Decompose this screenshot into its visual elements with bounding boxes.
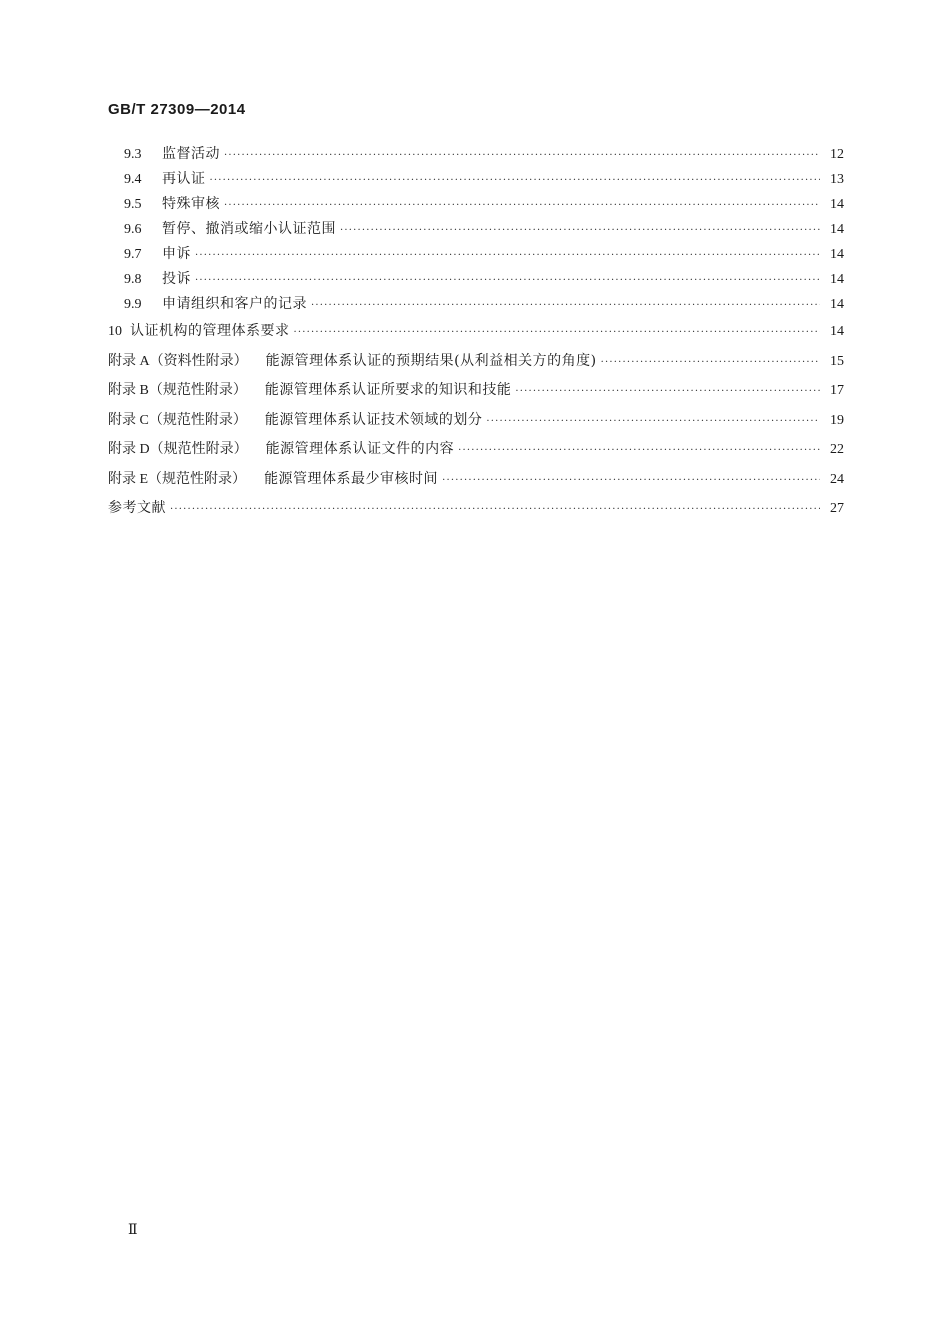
- toc-entry-page: 13: [830, 172, 844, 187]
- page-footer: [128, 1222, 138, 1239]
- toc-entry-number: 9.7: [124, 247, 142, 262]
- toc-entry-title: 能源管理体系最少审核时间: [264, 470, 439, 487]
- toc-leader-dots: [311, 293, 820, 318]
- toc-entry-number: 附录 D（规范性附录）: [108, 442, 248, 457]
- toc-entry-page: 14: [830, 297, 844, 312]
- toc-entry-number: 9.4: [124, 172, 142, 187]
- toc-entry-bibliography[interactable]: [108, 494, 844, 524]
- toc-leader-dots: [340, 218, 820, 243]
- toc-leader-dots: [195, 268, 820, 293]
- toc-entry-annex-b[interactable]: [108, 376, 844, 406]
- toc-entry-title: 认证机构的管理体系要求: [130, 323, 290, 339]
- standard-code: GB/T 27309—2014: [108, 101, 246, 118]
- toc-entry[interactable]: [108, 192, 844, 217]
- toc-entry-number: 附录 E（规范性附录）: [108, 471, 247, 487]
- toc-entry-title: 能源管理体系认证技术领域的划分: [264, 411, 483, 428]
- toc-leader-dots: [210, 168, 821, 193]
- toc-leader-dots: [515, 377, 820, 407]
- toc-entry-title: 暂停、撤消或缩小认证范围: [162, 221, 336, 237]
- toc-leader-dots: [486, 407, 820, 437]
- toc-entry-page: 14: [830, 197, 844, 212]
- toc-entry-number: 9.3: [124, 147, 142, 162]
- toc-entry[interactable]: [108, 242, 844, 267]
- toc-entry-number: 附录 B（规范性附录）: [108, 383, 247, 398]
- toc-entry[interactable]: [108, 267, 844, 292]
- toc-entry-title: 申诉: [162, 246, 191, 262]
- toc-entry-title: 申请组织和客户的记录: [162, 296, 307, 312]
- toc-entry-title: 再认证: [162, 171, 206, 187]
- toc-entry-annex-a[interactable]: [108, 347, 844, 377]
- toc-entry[interactable]: [108, 292, 844, 317]
- document-header: [108, 101, 246, 118]
- toc-entry-page: 14: [830, 272, 844, 287]
- toc-leader-dots: [224, 143, 820, 168]
- toc-entry-page: 22: [830, 442, 844, 457]
- toc-entry-number: 9.6: [124, 222, 142, 237]
- toc-entry-page: 19: [830, 412, 844, 428]
- toc-leader-dots: [458, 436, 820, 466]
- toc-entry-title: 参考文献: [108, 500, 166, 516]
- toc-entry-annex-d[interactable]: [108, 435, 844, 465]
- toc-entry-page: 17: [830, 383, 844, 398]
- toc-entry[interactable]: [108, 142, 844, 167]
- toc-entry-title: 监督活动: [162, 146, 220, 162]
- toc-leader-dots: [601, 348, 820, 378]
- toc-entry-title: 特殊审核: [162, 196, 220, 212]
- toc-leader-dots: [294, 318, 821, 348]
- toc-entry-number: 9.9: [124, 297, 142, 312]
- toc-entry-title: 投诉: [162, 271, 191, 287]
- toc-entry-page: 14: [830, 324, 844, 339]
- toc-leader-dots: [170, 495, 820, 525]
- toc-entry-title: 能源管理体系认证的预期结果(从利益相关方的角度): [265, 352, 597, 369]
- toc-leader-dots: [442, 466, 820, 496]
- toc-entry-number: 9.8: [124, 272, 142, 287]
- toc-entry-number: 附录 A（资料性附录）: [108, 353, 248, 369]
- toc-entry-page: 15: [830, 353, 844, 369]
- toc-entry-number: 10: [108, 324, 122, 339]
- toc-entry-page: 14: [830, 247, 844, 262]
- toc-entry[interactable]: [108, 167, 844, 192]
- toc-entry-number: 附录 C（规范性附录）: [108, 412, 247, 428]
- toc-entry-annex-e[interactable]: [108, 465, 844, 495]
- toc-entry-page: 12: [830, 147, 844, 162]
- toc-leader-dots: [224, 193, 820, 218]
- toc-leader-dots: [195, 243, 820, 268]
- toc-entry-page: 27: [830, 501, 844, 516]
- page-number: Ⅱ: [128, 1223, 138, 1238]
- toc-entry-title: 能源管理体系认证文件的内容: [265, 441, 455, 457]
- toc-entry-page: 24: [830, 471, 844, 487]
- table-of-contents: [108, 142, 844, 524]
- toc-entry[interactable]: [108, 317, 844, 347]
- toc-entry-title: 能源管理体系认证所要求的知识和技能: [264, 382, 512, 398]
- toc-entry-number: 9.5: [124, 197, 142, 212]
- toc-entry[interactable]: [108, 217, 844, 242]
- toc-entry-page: 14: [830, 222, 844, 237]
- toc-entry-annex-c[interactable]: [108, 406, 844, 436]
